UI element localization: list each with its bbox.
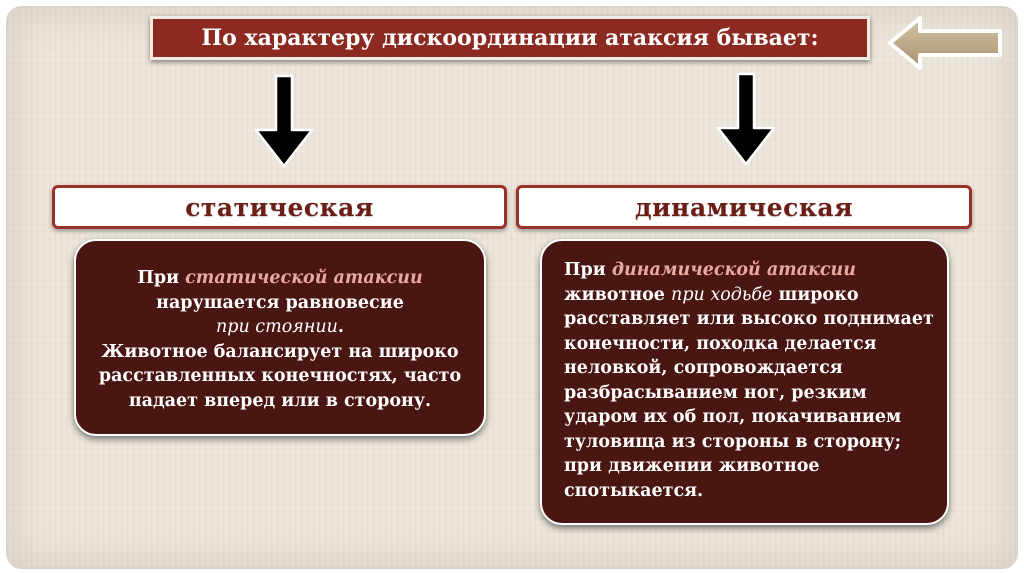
static-type-label: статическая: [185, 192, 374, 222]
dynamic-desc-line: спотыкается.: [564, 480, 704, 501]
static-desc-line: Животное балансирует на широко: [101, 341, 459, 362]
dynamic-desc-line: конечности, походка делается: [564, 333, 877, 354]
dynamic-desc-line: [564, 283, 947, 308]
dynamic-desc-text: При: [564, 260, 612, 280]
dynamic-desc-line: неловкой, сопровождается: [564, 358, 843, 378]
slide-title-text: По характеру дискоординации атаксия бывает:: [201, 25, 819, 51]
static-desc-text: При: [137, 268, 186, 288]
dynamic-desc-line: [564, 258, 947, 283]
static-desc-line: [76, 315, 484, 340]
dynamic-desc-line: расставляет или высоко поднимает: [564, 309, 934, 329]
down-arrow-icon-right: [714, 72, 778, 168]
slide-title: [150, 16, 870, 60]
dynamic-description: [540, 239, 949, 525]
static-desc-highlight: статической атаксии: [185, 268, 423, 288]
dynamic-desc-text: широко: [772, 284, 859, 305]
dynamic-desc-italic: при ходьбе: [671, 284, 773, 305]
static-description: [74, 239, 486, 436]
dynamic-type-box: [516, 185, 972, 229]
dynamic-desc-text: животное: [564, 284, 672, 305]
static-desc-text: .: [337, 317, 344, 337]
dynamic-desc-line: ударом их об пол, покачиванием: [564, 407, 902, 427]
static-desc-italic: при стоянии: [216, 317, 338, 337]
dynamic-desc-highlight: динамической атаксии: [611, 260, 856, 280]
dynamic-desc-line: туловища из стороны в сторону;: [564, 431, 902, 452]
dynamic-type-label: динамическая: [634, 192, 854, 222]
static-desc-line: [76, 266, 484, 291]
dynamic-desc-line: при движении животное: [564, 456, 820, 476]
static-desc-line: падает вперед или в сторону.: [128, 390, 432, 411]
down-arrow-icon-left: [252, 74, 316, 170]
static-desc-line: нарушается равновесие: [156, 292, 404, 313]
dynamic-desc-line: разбрасыванием ног, резким: [564, 382, 867, 403]
static-type-box: [52, 185, 507, 229]
back-arrow-icon[interactable]: [886, 14, 1006, 72]
static-desc-line: расставленных конечностях, часто: [98, 366, 462, 386]
